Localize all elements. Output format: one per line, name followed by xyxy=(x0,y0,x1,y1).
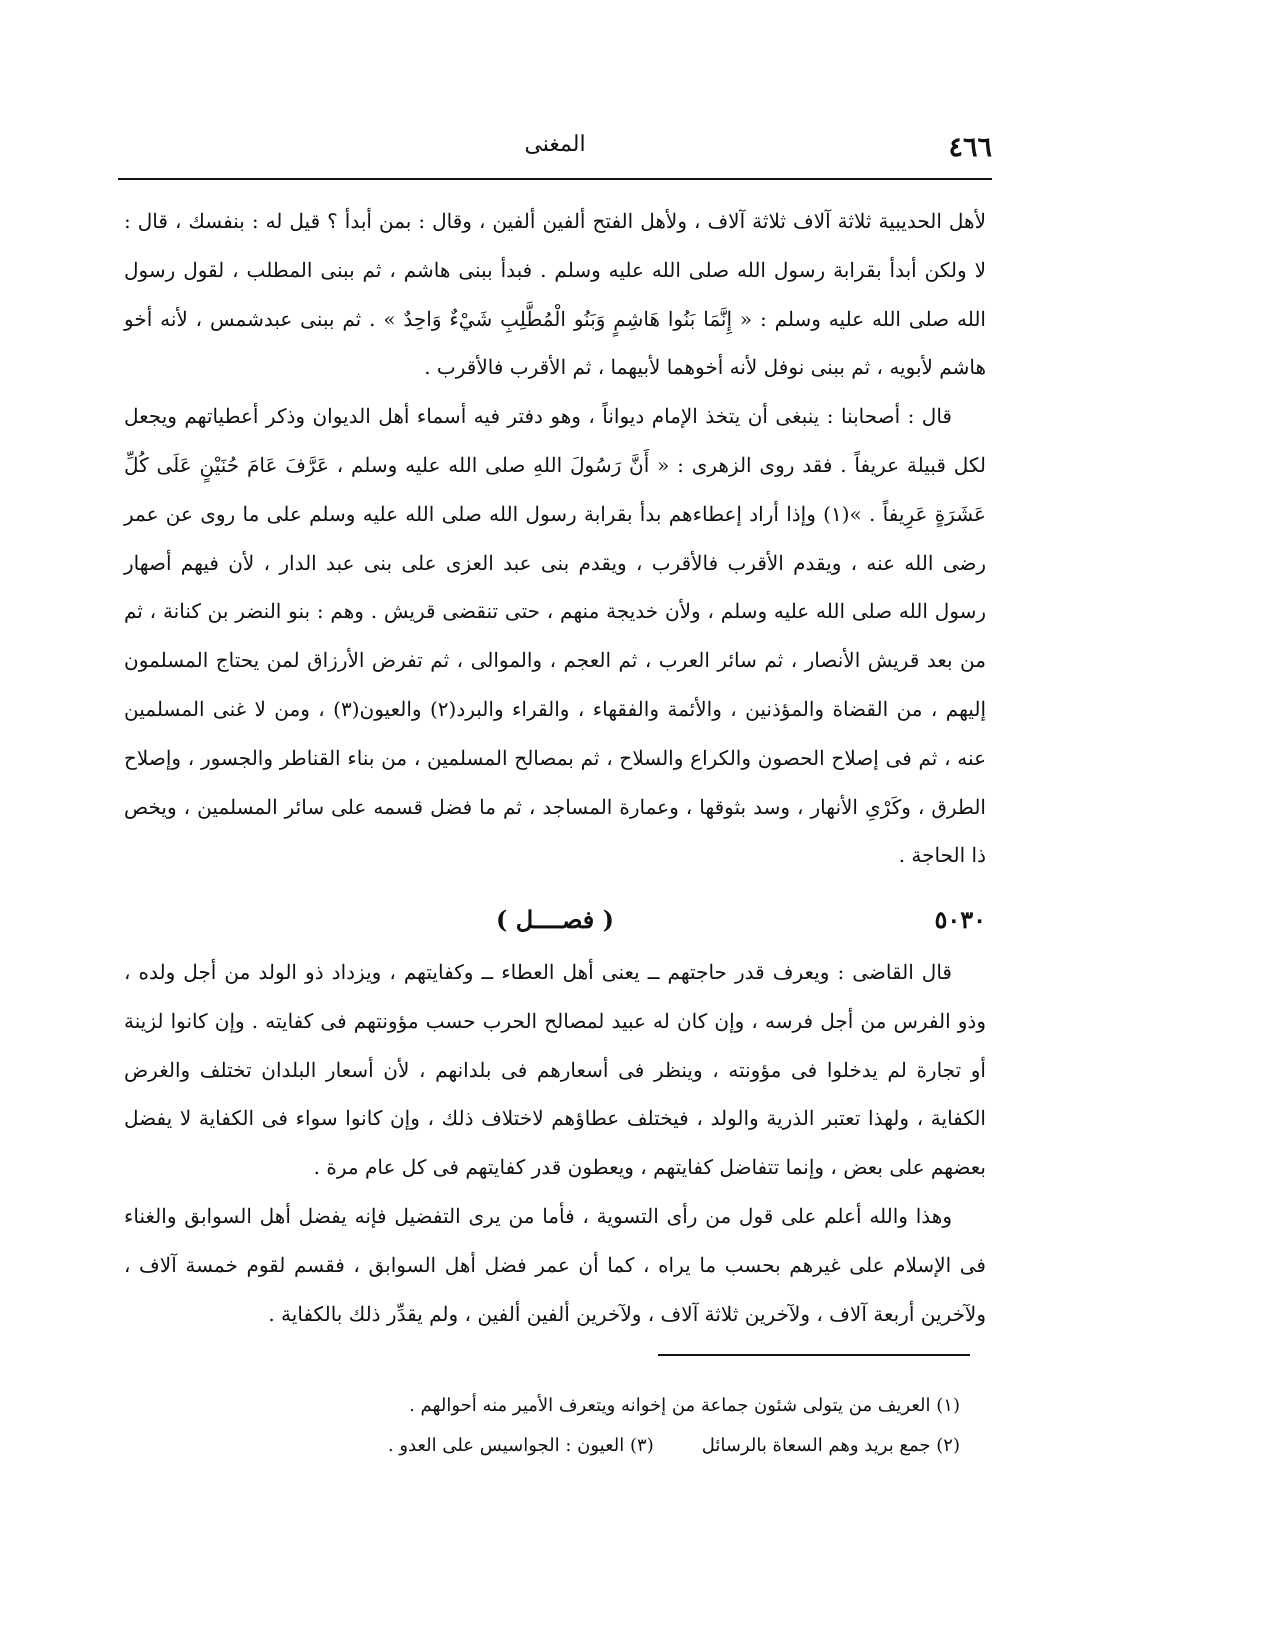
paragraph: لأهل الحديبية ثلاثة آلاف ثلاثة آلاف ، ولأهل الفتح ألفين ألفين ، وقال : بمن أبدأ ؟ قيل له : بنفسك ، قال : لا ولكن أبدأ بقرابة رسول الله صلى الله عليه وسلم . فبدأ ببنى هاشم ، ثم ببنى المطلب ، لقول رسول الله صلى الله عليه وسلم : « إِنَّمَا بَنُوا هَاشِمٍ وَبَنُو الْمُطَّلِبِ شَيْءٌ وَاحِدٌ » . ثم ببنى عبدشمس ، لأنه أخو هاشم لأبويه ، ثم ببنى نوفل لأنه أخوهما لأبيهما ، ثم الأقرب فالأقرب . xyxy=(124,209,986,380)
text-block-first xyxy=(124,197,986,880)
footnotes xyxy=(300,1386,960,1466)
footnote-rule xyxy=(658,1354,970,1356)
page-number: ٤٦٦ xyxy=(948,132,992,163)
section-title: ( فصــــل ) xyxy=(495,905,614,934)
footnote: (١) العريف من يتولى شئون جماعة من إخوانه ويتعرف الأمير منه أحوالهم . xyxy=(409,1395,960,1416)
paragraph: وهذا والله أعلم على قول من رأى التسوية ، فأما من يرى التفضيل فإنه يفضل أهل السوابق والغناء فى الإسلام على غيرهم بحسب ما يراه ، كما أن عمر فضل أهل السوابق ، فقسم لقوم خمسة آلاف ، ولآخرين أربعة آلاف ، ولآخرين ثلاثة آلاف ، ولآخرين ألفين ألفين ، ولم يقدِّر ذلك بالكفاية . xyxy=(124,1203,986,1326)
footnote-line xyxy=(300,1426,960,1466)
section-heading xyxy=(124,905,986,949)
footnote: (٣) العيون : الجواسيس على العدو . xyxy=(387,1435,654,1456)
page-header xyxy=(118,128,992,176)
footnote: (٢) جمع بريد وهم السعاة بالرسائل xyxy=(701,1435,960,1456)
footnote-line xyxy=(300,1386,960,1426)
section-number: ٥٠٣٠ xyxy=(934,905,986,934)
paragraph: قال : أصحابنا : ينبغى أن يتخذ الإمام ديواناً ، وهو دفتر فيه أسماء أهل الديوان وذكر أعطياتهم ويجعل لكل قبيلة عريفاً . فقد روى الزهرى : « أَنَّ رَسُولَ اللهِ صلى الله عليه وسلم ، عَرَّفَ عَامَ حُنَيْنٍ عَلَى كُلِّ عَشَرَةٍ عَرِيفاً . »(١) وإذا أراد إعطاءهم بدأ بقرابة رسول الله صلى الله عليه وسلم على ما روى عن عمر رضى الله عنه ، ويقدم الأقرب فالأقرب ، ويقدم بنى عبد العزى على بنى عبد الدار ، لأن فيهم أصهار رسول الله صلى الله عليه وسلم ، ولأن خديجة منهم ، حتى تنقضى قريش . وهم : بنو النضر بن كنانة ، ثم من بعد قريش الأنصار ، ثم سائر العرب ، ثم العجم ، والموالى ، ثم تفرض الأرزاق لمن يحتاج المسلمون إليهم ، من القضاة والمؤذنين ، والأئمة والفقهاء ، والقراء والبرد(٢) والعيون(٣) ، ومن لا غنى المسلمين عنه ، ثم فى إصلاح الحصون والكراع والسلاح ، ثم بمصالح المسلمين ، من بناء القناطر والجسور ، وإصلاح الطرق ، وكَرْىِ الأنهار ، وسد بثوقها ، وعمارة المساجد ، ثم ما فضل قسمه على سائر المسلمين ، ويخص ذا الحاجة . xyxy=(124,404,986,868)
running-title: المغنى xyxy=(524,132,586,157)
header-rule xyxy=(118,178,992,180)
paragraph: قال القاضى : ويعرف قدر حاجتهم ــ يعنى أهل العطاء ــ وكفايتهم ، ويزداد ذو الولد من أجل ولده ، وذو الفرس من أجل فرسه ، وإن كان له عبيد لمصالح الحرب حسب مؤونتهم فى كفايته . وإن كانوا لزينة أو تجارة لم يدخلوا فى مؤونته ، وينظر فى أسعارهم فى بلدانهم ، لأن أسعار البلدان تختلف والغرض الكفاية ، ولهذا تعتبر الذرية والولد ، فيختلف عطاؤهم لاختلاف ذلك ، وإن كانوا سواء فى الكفاية لا يفضل بعضهم على بعض ، وإنما تتفاضل كفايتهم ، ويعطون قدر كفايتهم فى كل عام مرة . xyxy=(124,960,986,1180)
text-block-second xyxy=(124,948,986,1338)
